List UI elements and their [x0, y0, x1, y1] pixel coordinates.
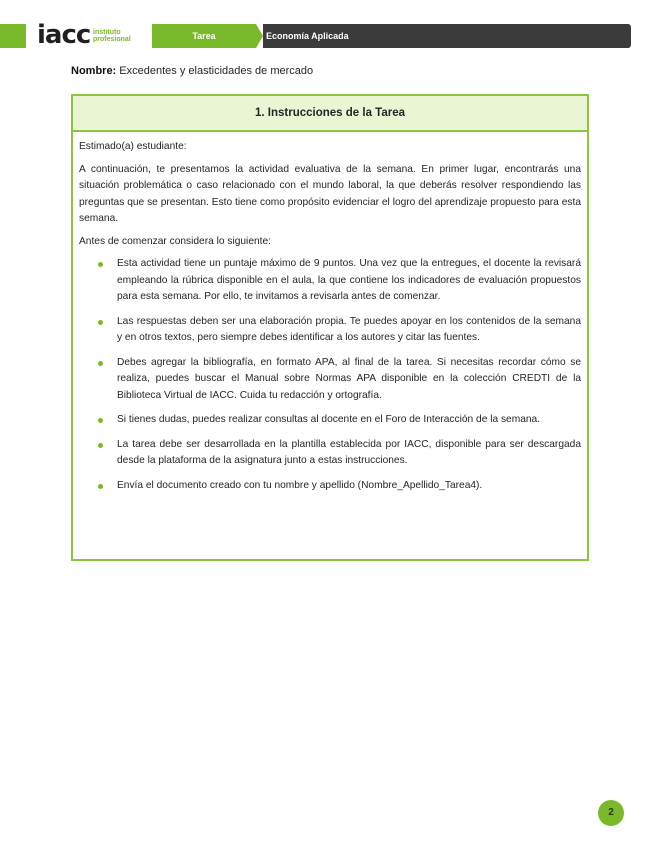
iacc-logo: iacc — [37, 20, 91, 50]
intro-paragraph: A continuación, te presentamos la actividad evaluativa de la semana. En primer lugar, encontrarás una situación problemática o caso relacionado con el mundo laboral, la que deberás resolver respondiendo las preguntas que se presentan. Esto tiene como propósito evidenciar el logro del aprendizaje propuesto para esta semana. — [79, 163, 581, 224]
bullet-icon — [98, 320, 103, 325]
list-item: Debes agregar la bibliografía, en formato APA, al final de la tarea. Si necesitas recordar cómo se realiza, puedes buscar el Manual sobre Normas APA disponible en la colección CREDTI de la Biblioteca Virtual de IACC. Cuida tu redacción y ortografía. — [79, 355, 581, 405]
page-number: 2 — [598, 800, 624, 826]
task-name — [71, 65, 313, 77]
list-item: Esta actividad tiene un puntaje máximo de 9 puntos. Una vez que la entregues, el docente la revisará empleando la rúbrica disponible en el aula, la que contiene los indicadores de evaluación propuestos para esta semana. Por ello, te invitamos a revisarla antes de comenzar. — [79, 256, 581, 306]
page-header — [0, 20, 631, 50]
brand-square — [0, 24, 26, 48]
list-item: Las respuestas deben ser una elaboración propia. Te puedes apoyar en los contenidos de la semana y en otros textos, pero siempre debes identificar a los autores y citar las fuentes. — [79, 314, 581, 347]
bullet-icon — [98, 418, 103, 423]
instructions-title: 1. Instrucciones de la Tarea — [73, 96, 587, 132]
course-name: Economía Aplicada — [263, 24, 631, 48]
bullet-icon — [98, 262, 103, 267]
instructions-body — [73, 132, 587, 494]
iacc-logo-subtitle: instituto profesional — [93, 29, 131, 43]
bullet-icon — [98, 484, 103, 489]
greeting: Estimado(a) estudiante: — [79, 141, 187, 152]
bullet-icon — [98, 443, 103, 448]
list-item: Si tienes dudas, puedes realizar consultas al docente en el Foro de Interacción de la semana. — [79, 412, 581, 429]
task-name-value: Excedentes y elasticidades de mercado — [119, 65, 314, 77]
instructions-list — [79, 256, 581, 494]
tab-tarea: Tarea — [152, 24, 256, 48]
task-name-label: Nombre: — [71, 65, 117, 77]
list-item: Envía el documento creado con tu nombre y apellido (Nombre_Apellido_Tarea4). — [79, 478, 581, 495]
before-paragraph: Antes de comenzar considera lo siguiente: — [79, 235, 271, 247]
list-item: La tarea debe ser desarrollada en la plantilla establecida por IACC, disponible para ser descargada desde la plataforma de la asignatura junto a estas instrucciones. — [79, 437, 581, 470]
instructions-box — [71, 94, 589, 561]
tab-arrow-icon — [256, 24, 263, 48]
bullet-icon — [98, 361, 103, 366]
